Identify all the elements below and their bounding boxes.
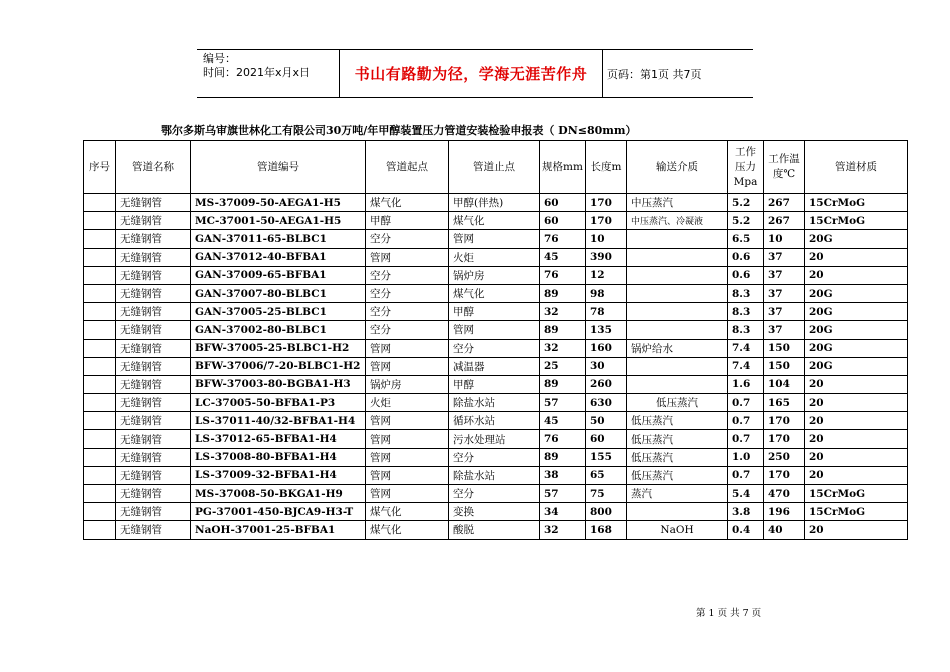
column-header: 长度m <box>586 141 627 194</box>
table-row <box>84 394 908 412</box>
table-cell: 168 <box>586 521 627 539</box>
table-cell <box>84 248 116 266</box>
table-cell: GAN-37007-80-BLBC1 <box>191 284 366 302</box>
table-cell <box>84 303 116 321</box>
table-cell: 10 <box>764 230 805 248</box>
table-cell: 管网 <box>366 412 449 430</box>
table-cell: 无缝钢管 <box>116 248 191 266</box>
table-cell: MC-37001-50-AEGA1-H5 <box>191 212 366 230</box>
table-cell: 管网 <box>366 357 449 375</box>
table-cell: 0.7 <box>728 430 764 448</box>
table-cell: PG-37001-450-BJCA9-H3-T <box>191 503 366 521</box>
table-cell: 57 <box>540 485 586 503</box>
table-cell: 89 <box>540 375 586 393</box>
table-cell: 10 <box>586 230 627 248</box>
table-cell: 76 <box>540 430 586 448</box>
column-header: 管道起点 <box>366 141 449 194</box>
table-row <box>84 321 908 339</box>
column-header: 输送介质 <box>627 141 728 194</box>
table-cell: 中压蒸汽、冷凝液 <box>627 212 728 230</box>
table-cell <box>84 412 116 430</box>
table-cell <box>84 466 116 484</box>
table-row <box>84 357 908 375</box>
table-cell: 空分 <box>366 321 449 339</box>
table-cell: 37 <box>764 321 805 339</box>
table-cell: 75 <box>586 485 627 503</box>
table-cell: 20G <box>805 284 908 302</box>
table-row <box>84 303 908 321</box>
table-cell: 煤气化 <box>366 194 449 212</box>
table-cell: 260 <box>586 375 627 393</box>
table-cell <box>627 321 728 339</box>
table-row <box>84 284 908 302</box>
table-cell <box>84 503 116 521</box>
table-cell: 中压蒸汽 <box>627 194 728 212</box>
table-cell: BFW-37005-25-BLBC1-H2 <box>191 339 366 357</box>
column-header: 管道材质 <box>805 141 908 194</box>
table-cell <box>627 375 728 393</box>
table-cell: 20 <box>805 266 908 284</box>
table-cell: 管网 <box>366 248 449 266</box>
table-cell: 管网 <box>366 430 449 448</box>
table-cell: 89 <box>540 448 586 466</box>
page-header <box>197 49 753 98</box>
table-cell: 45 <box>540 248 586 266</box>
table-cell: 管网 <box>366 485 449 503</box>
table-cell: 37 <box>764 248 805 266</box>
table-cell: 低压蒸汽 <box>627 430 728 448</box>
table-cell: 空分 <box>366 303 449 321</box>
table-cell: 267 <box>764 212 805 230</box>
table-body <box>84 194 908 540</box>
column-header: 工作压力Mpa <box>728 141 764 194</box>
table-cell <box>627 266 728 284</box>
table-cell: 38 <box>540 466 586 484</box>
table-cell: 无缝钢管 <box>116 339 191 357</box>
table-cell: 无缝钢管 <box>116 194 191 212</box>
table-cell: 煤气化 <box>449 284 540 302</box>
table-row <box>84 375 908 393</box>
table-cell: 无缝钢管 <box>116 466 191 484</box>
table-cell: GAN-37002-80-BLBC1 <box>191 321 366 339</box>
table-cell: 无缝钢管 <box>116 375 191 393</box>
table-cell: LS-37008-80-BFBA1-H4 <box>191 448 366 466</box>
table-cell: 37 <box>764 266 805 284</box>
table-cell: 甲醇 <box>449 303 540 321</box>
table-cell <box>84 357 116 375</box>
table-cell: 管网 <box>366 466 449 484</box>
table-cell: 15CrMoG <box>805 485 908 503</box>
table-cell: 32 <box>540 521 586 539</box>
table-cell: 甲醇 <box>449 375 540 393</box>
table-cell: 40 <box>764 521 805 539</box>
table-cell: 170 <box>586 212 627 230</box>
table-cell: 15CrMoG <box>805 212 908 230</box>
table-cell: GAN-37012-40-BFBA1 <box>191 248 366 266</box>
pipe-table <box>83 140 908 540</box>
table-cell: MS-37009-50-AEGA1-H5 <box>191 194 366 212</box>
table-cell: 火炬 <box>449 248 540 266</box>
table-cell: 1.0 <box>728 448 764 466</box>
table-cell: 3.8 <box>728 503 764 521</box>
table-row <box>84 248 908 266</box>
table-row <box>84 194 908 212</box>
table-cell: 20 <box>805 448 908 466</box>
table-cell: 管网 <box>366 339 449 357</box>
table-cell: 低压蒸汽 <box>627 448 728 466</box>
table-row <box>84 339 908 357</box>
page-footer: 第 1 页 共 7 页 <box>696 608 762 619</box>
table-cell: 170 <box>764 430 805 448</box>
table-cell: 酸脱 <box>449 521 540 539</box>
table-cell: 800 <box>586 503 627 521</box>
table-cell: 32 <box>540 339 586 357</box>
table-cell: 20G <box>805 357 908 375</box>
table-cell: 空分 <box>366 266 449 284</box>
table-cell: 0.7 <box>728 412 764 430</box>
table-cell <box>84 448 116 466</box>
table-cell: 150 <box>764 357 805 375</box>
table-cell: 104 <box>764 375 805 393</box>
table-cell: 170 <box>764 466 805 484</box>
table-cell: 60 <box>586 430 627 448</box>
table-cell: 20G <box>805 339 908 357</box>
table-cell: 37 <box>764 303 805 321</box>
table-cell: 锅炉给水 <box>627 339 728 357</box>
table-cell: 无缝钢管 <box>116 266 191 284</box>
table-cell: 无缝钢管 <box>116 212 191 230</box>
table-row <box>84 448 908 466</box>
table-cell: 37 <box>764 284 805 302</box>
table-cell: 循环水站 <box>449 412 540 430</box>
table-row <box>84 266 908 284</box>
table-cell: 20 <box>805 394 908 412</box>
table-cell: 空分 <box>366 230 449 248</box>
table-cell: 470 <box>764 485 805 503</box>
table-cell: 76 <box>540 230 586 248</box>
table-cell: 60 <box>540 212 586 230</box>
table-cell: LS-37011-40/32-BFBA1-H4 <box>191 412 366 430</box>
table-cell: 变换 <box>449 503 540 521</box>
table-row <box>84 430 908 448</box>
table-cell: 32 <box>540 303 586 321</box>
table-cell: 135 <box>586 321 627 339</box>
table-cell: 甲醇 <box>366 212 449 230</box>
column-header: 管道编号 <box>191 141 366 194</box>
table-cell <box>84 266 116 284</box>
table-cell: 空分 <box>366 284 449 302</box>
table-cell: 6.5 <box>728 230 764 248</box>
table-cell <box>627 230 728 248</box>
table-cell: GAN-37009-65-BFBA1 <box>191 266 366 284</box>
header-info-cell <box>197 50 340 97</box>
table-cell: 155 <box>586 448 627 466</box>
table-cell: 57 <box>540 394 586 412</box>
table-cell <box>627 303 728 321</box>
table-cell: 甲醇(伴热) <box>449 194 540 212</box>
table-cell: 0.4 <box>728 521 764 539</box>
table-cell: 污水处理站 <box>449 430 540 448</box>
table-cell <box>627 357 728 375</box>
table-row <box>84 212 908 230</box>
table-cell <box>84 485 116 503</box>
column-header: 序号 <box>84 141 116 194</box>
table-cell: GAN-37005-25-BLBC1 <box>191 303 366 321</box>
table-cell: 25 <box>540 357 586 375</box>
table-cell: BFW-37003-80-BGBA1-H3 <box>191 375 366 393</box>
table-cell: 20 <box>805 375 908 393</box>
time-label: 时间：2021年x月x日 <box>203 66 311 79</box>
table-cell <box>84 394 116 412</box>
table-cell: 空分 <box>449 485 540 503</box>
table-cell: 低压蒸汽 <box>627 394 728 412</box>
table-row <box>84 412 908 430</box>
table-cell: 7.4 <box>728 357 764 375</box>
table-cell: 12 <box>586 266 627 284</box>
table-cell: 170 <box>764 412 805 430</box>
table-cell <box>84 339 116 357</box>
table-cell: 0.6 <box>728 248 764 266</box>
table-row <box>84 230 908 248</box>
table-cell: 煤气化 <box>366 521 449 539</box>
table-cell: 低压蒸汽 <box>627 412 728 430</box>
table-cell: 89 <box>540 321 586 339</box>
table-cell: 390 <box>586 248 627 266</box>
table-cell <box>84 430 116 448</box>
table-cell: 76 <box>540 266 586 284</box>
table-cell: 150 <box>764 339 805 357</box>
table-cell: 5.4 <box>728 485 764 503</box>
table-row <box>84 503 908 521</box>
table-cell: 管网 <box>449 230 540 248</box>
table-cell: 0.7 <box>728 394 764 412</box>
table-cell: 无缝钢管 <box>116 430 191 448</box>
table-cell: 50 <box>586 412 627 430</box>
column-header: 管道止点 <box>449 141 540 194</box>
table-cell: 20G <box>805 230 908 248</box>
table-cell: 98 <box>586 284 627 302</box>
table-cell: 无缝钢管 <box>116 503 191 521</box>
table-cell: 空分 <box>449 339 540 357</box>
table-cell: 管网 <box>366 448 449 466</box>
table-cell: 无缝钢管 <box>116 521 191 539</box>
table-cell: 7.4 <box>728 339 764 357</box>
table-cell: 20 <box>805 430 908 448</box>
table-cell: 20 <box>805 521 908 539</box>
table-cell: 管网 <box>449 321 540 339</box>
table-cell <box>627 503 728 521</box>
document-title: 鄂尔多斯乌审旗世林化工有限公司30万吨/年甲醇装置压力管道安装检验申报表（ DN≤80mm） <box>161 124 637 137</box>
table-cell: 减温器 <box>449 357 540 375</box>
table-cell: 160 <box>586 339 627 357</box>
table-cell: 无缝钢管 <box>116 303 191 321</box>
table-cell: LC-37005-50-BFBA1-P3 <box>191 394 366 412</box>
table-cell: 无缝钢管 <box>116 357 191 375</box>
table-cell: LS-37012-65-BFBA1-H4 <box>191 430 366 448</box>
table-cell: 60 <box>540 194 586 212</box>
table-cell: LS-37009-32-BFBA1-H4 <box>191 466 366 484</box>
page-label: 页码：第1页 共7页 <box>607 67 702 81</box>
table-cell: 火炬 <box>366 394 449 412</box>
table-cell: 8.3 <box>728 284 764 302</box>
table-cell: 低压蒸汽 <box>627 466 728 484</box>
table-cell: 无缝钢管 <box>116 412 191 430</box>
table-cell: 65 <box>586 466 627 484</box>
table-cell: 196 <box>764 503 805 521</box>
table-cell <box>627 284 728 302</box>
table-cell: 5.2 <box>728 194 764 212</box>
table-header-row <box>84 141 908 194</box>
column-header: 规格mm <box>540 141 586 194</box>
table-cell: 蒸汽 <box>627 485 728 503</box>
serial-label: 编号： <box>203 52 236 65</box>
table-cell: 煤气化 <box>449 212 540 230</box>
table-cell: 267 <box>764 194 805 212</box>
table-cell: BFW-37006/7-20-BLBC1-H2 <box>191 357 366 375</box>
table-cell <box>84 284 116 302</box>
table-cell: 15CrMoG <box>805 503 908 521</box>
column-header: 工作温度℃ <box>764 141 805 194</box>
table-cell: 无缝钢管 <box>116 321 191 339</box>
table-cell: 20G <box>805 303 908 321</box>
table-cell: 15CrMoG <box>805 194 908 212</box>
table-row <box>84 485 908 503</box>
table-cell: 20 <box>805 248 908 266</box>
table-cell <box>84 321 116 339</box>
table-cell <box>84 521 116 539</box>
table-cell: 78 <box>586 303 627 321</box>
table-cell: 煤气化 <box>366 503 449 521</box>
table-cell: 除盐水站 <box>449 466 540 484</box>
table-cell: 20 <box>805 466 908 484</box>
table-cell: 无缝钢管 <box>116 230 191 248</box>
table-cell: 8.3 <box>728 303 764 321</box>
table-cell: 630 <box>586 394 627 412</box>
table-cell: 30 <box>586 357 627 375</box>
table-cell: 无缝钢管 <box>116 448 191 466</box>
table-cell: 89 <box>540 284 586 302</box>
table-cell: GAN-37011-65-BLBC1 <box>191 230 366 248</box>
table-cell: MS-37008-50-BKGA1-H9 <box>191 485 366 503</box>
table-cell: 170 <box>586 194 627 212</box>
table-cell <box>627 248 728 266</box>
table-cell: NaOH-37001-25-BFBA1 <box>191 521 366 539</box>
motto: 书山有路勤为径，学海无涯苦作舟 <box>340 50 603 97</box>
column-header: 管道名称 <box>116 141 191 194</box>
table-cell: 无缝钢管 <box>116 284 191 302</box>
table-cell: 34 <box>540 503 586 521</box>
table-row <box>84 521 908 539</box>
table-cell: 1.6 <box>728 375 764 393</box>
table-cell: 除盐水站 <box>449 394 540 412</box>
table-cell <box>84 194 116 212</box>
table-cell: 20 <box>805 412 908 430</box>
table-cell: 45 <box>540 412 586 430</box>
table-cell <box>84 230 116 248</box>
table-row <box>84 466 908 484</box>
table-cell: 5.2 <box>728 212 764 230</box>
table-cell: 无缝钢管 <box>116 394 191 412</box>
table-cell: 250 <box>764 448 805 466</box>
table-cell: 0.7 <box>728 466 764 484</box>
table-cell: 8.3 <box>728 321 764 339</box>
table-cell: 锅炉房 <box>449 266 540 284</box>
table-cell: 空分 <box>449 448 540 466</box>
table-cell: 20G <box>805 321 908 339</box>
table-cell: NaOH <box>627 521 728 539</box>
table-cell: 无缝钢管 <box>116 485 191 503</box>
table-cell <box>84 212 116 230</box>
table-cell: 0.6 <box>728 266 764 284</box>
table-cell: 165 <box>764 394 805 412</box>
table-cell: 锅炉房 <box>366 375 449 393</box>
table-cell <box>84 375 116 393</box>
